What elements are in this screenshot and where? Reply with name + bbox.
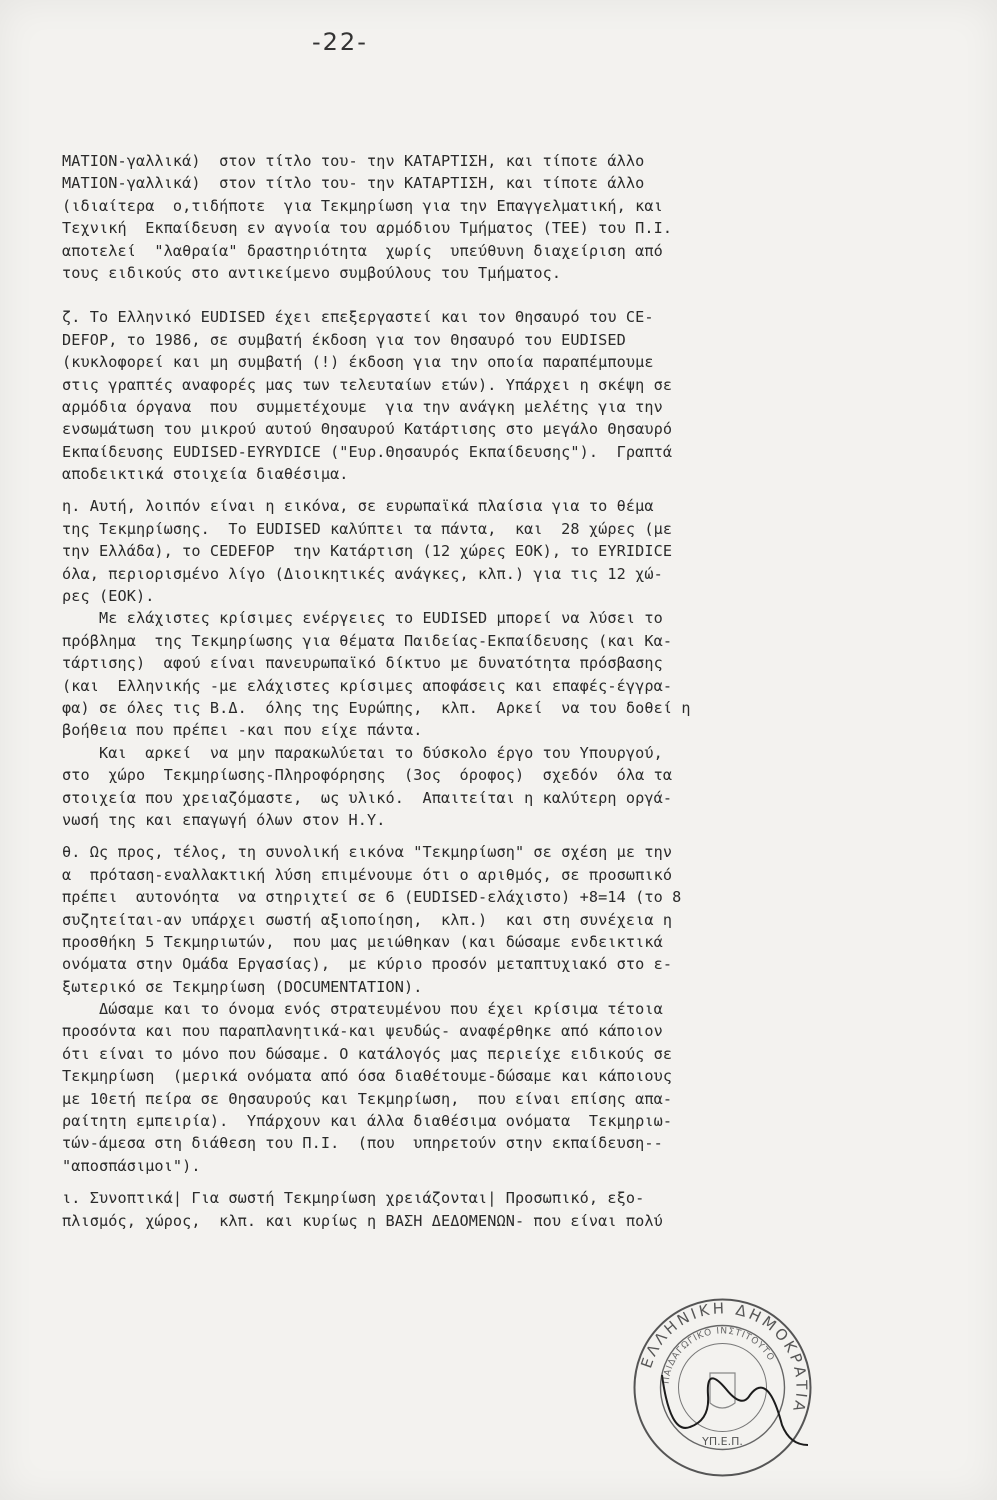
paragraph — [62, 150, 922, 284]
official-stamp — [630, 1295, 815, 1480]
text-line: MATION-γαλλικά) στον τίτλο του- την ΚΑΤΑΡΤΙΣΗ, και τίποτε άλλο — [62, 174, 645, 193]
stamp-mid-ring — [661, 1326, 785, 1450]
text-line: αρμόδια όργανα που συμμετέχουμε για την ανάγκη μελέτης για την — [62, 397, 663, 416]
text-line: της Τεκμηρίωσης. Το EUDISED καλύπτει τα πάντα, και 28 χώρες (με — [62, 519, 673, 538]
text-line: στις γραπτές αναφορές μας των τελευταίων ετών). Υπάρχει η σκέψη σε — [62, 375, 673, 394]
document-body — [62, 150, 922, 1232]
text-line: (κυκλοφορεί και μη συμβατή (!) έκδοση για την οποία παραπέμπουμε — [62, 353, 654, 372]
stamp-outer-text: ΕΛΛΗΝΙΚΗ ΔΗΜΟΚΡΑΤΙΑ — [637, 1299, 811, 1417]
text-line: Δώσαμε και το όνομα ενός στρατευμένου που έχει κρίσιμα τέτοια — [62, 1000, 663, 1019]
text-line: βοήθεια που πρέπει -και που είχε πάντα. — [62, 721, 423, 740]
text-line: τάρτισης) αφού είναι πανευρωπαϊκό δίκτυο με δυνατότητα πρόσβασης — [62, 654, 663, 673]
page-number: -22- — [312, 28, 368, 56]
text-line: Με ελάχιστες κρίσιμες ενέργειες το EUDISED μπορεί να λύσει το — [62, 609, 663, 628]
paragraph-gap — [62, 1177, 922, 1187]
text-line: όλα, περιορισμένο λίγο (Διοικητικές ανάγκες, κλπ.) για τις 12 χώ- — [62, 564, 663, 583]
text-line: στοιχεία που χρειαζόμαστε, ως υλικό. Απαιτείται η καλύτερη οργά- — [62, 788, 673, 807]
paragraph — [62, 998, 922, 1177]
text-line: θ. Ως προς, τέλος, τη συνολική εικόνα "Τεκμηρίωση" σε σχέση με την — [62, 843, 673, 862]
text-line: ονόματα στην Ομάδα Εργασίας), με κύριο προσόν μεταπτυχιακό στο ε- — [62, 955, 673, 974]
text-line: MATION-γαλλικά) στον τίτλο του- την ΚΑΤΑΡΤΙΣΗ, και τίποτε άλλο — [62, 152, 645, 170]
text-line: α πρόταση-εναλλακτική λύση επιμένουμε ότι ο αριθμός, σε προσωπικό — [62, 865, 673, 884]
text-line: προσόντα και που παραπλανητικά-και ψευδώς- αναφέρθηκε από κάποιον — [62, 1022, 663, 1041]
text-line: την Ελλάδα), το CEDEFOP την Κατάρτιση (12 χώρες ΕΟΚ), το EYRIDICE — [62, 542, 673, 561]
text-line: πρόβλημα της Τεκμηρίωσης για θέματα Παιδείας-Εκπαίδευσης (και Κα- — [62, 631, 673, 650]
text-line: με 10ετή πείρα σε Θησαυρούς και Τεκμηρίωση, που είναι επίσης απα- — [62, 1089, 673, 1108]
paragraph — [62, 742, 922, 832]
text-line: Εκπαίδευσης EUDISED-EYRYDICE ("Ευρ.Θησαυρός Εκπαίδευσης"). Γραπτά — [62, 442, 673, 461]
text-line: ότι είναι το μόνο που δώσαμε. Ο κατάλογός μας περιείχε ειδικούς σε — [62, 1044, 673, 1063]
text-line: τών-άμεσα στη διάθεση του Π.Ι. (που υπηρετούν στην εκπαίδευση-- — [62, 1134, 663, 1153]
paragraph — [62, 607, 922, 741]
text-line: τους ειδικούς στο αντικείμενο συμβούλους του Τμήματος. — [62, 263, 562, 282]
paragraph-gap — [62, 485, 922, 495]
text-line: "αποσπάσιμοι"). — [62, 1156, 201, 1175]
text-line: (ιδιαίτερα ο,τιδήποτε για Τεκμηρίωση για την Επαγγελματική, και — [62, 196, 663, 215]
text-line: DEFOP, το 1986, σε συμβατή έκδοση για τον Θησαυρό του EUDISED — [62, 330, 626, 349]
text-line: ζ. Το Ελληνικό EUDISED έχει επεξεργαστεί και τον Θησαυρό του CE- — [62, 308, 654, 327]
text-line: προσθήκη 5 Τεκμηριωτών, που μας μειώθηκαν (και δώσαμε ενδεικτικά — [62, 932, 663, 951]
stamp-bottom-text: ΥΠ.Ε.Π. — [702, 1435, 743, 1448]
paragraph-gap — [62, 831, 922, 841]
text-line: ρες (ΕΟΚ). — [62, 587, 155, 606]
paragraph-gap — [62, 284, 922, 306]
stamp-inner-text: ΠΑΙΔΑΓΩΓΙΚΟ ΙΝΣΤΙΤΟΥΤΟ — [661, 1326, 777, 1385]
text-line: η. Αυτή, λοιπόν είναι η εικόνα, σε ευρωπαϊκά πλαίσια για το θέμα — [62, 497, 654, 516]
text-line: συζητείται-αν υπάρχει σωστή αξιοποίηση, κλπ.) και στη συνέχεια η — [62, 910, 673, 929]
paragraph — [62, 306, 922, 485]
text-line: ξωτερικό σε Τεκμηρίωση (DOCUMENTATION). — [62, 977, 423, 996]
text-line: πλισμός, χώρος, κλπ. και κυρίως η ΒΑΣΗ ΔΕΔΟΜΕΝΩΝ- που είναι πολύ — [62, 1211, 663, 1230]
text-line: αποδεικτικά στοιχεία διαθέσιμα. — [62, 465, 349, 484]
text-line: ραίτητη εμπειρία). Υπάρχουν και άλλα διαθέσιμα ονόματα Τεκμηριω- — [62, 1112, 673, 1131]
text-line: (και Ελληνικής -με ελάχιστες κρίσιμες αποφάσεις και επαφές-έγγρα- — [62, 676, 673, 695]
text-line: Και αρκεί να μην παρακωλύεται το δύσκολο έργο του Υπουργού, — [62, 743, 663, 762]
text-line: ι. Συνοπτικά| Για σωστή Τεκμηρίωση χρειάζονται| Προσωπικό, εξο- — [62, 1189, 645, 1208]
text-line: πρέπει αυτονόητα να στηριχτεί σε 6 (EUDISED-ελάχιστο) +8=14 (το 8 — [62, 888, 682, 907]
paragraph — [62, 841, 922, 998]
text-line: ενσωμάτωση του μικρού αυτού Θησαυρού Κατάρτισης στο μεγάλο Θησαυρό — [62, 420, 673, 439]
paragraph — [62, 1187, 922, 1232]
text-line: νωσή της και επαγωγή όλων στον Η.Υ. — [62, 810, 386, 829]
text-line: στο χώρο Τεκμηρίωσης-Πληροφόρησης (3ος όροφος) σχεδόν όλα τα — [62, 766, 673, 785]
text-line: Τεχνική Εκπαίδευση εν αγνοία του αρμόδιου Τμήματος (ΤΕΕ) του Π.Ι. — [62, 219, 673, 238]
paragraph — [62, 495, 922, 607]
text-line: φα) σε όλες τις Β.Δ. όλης της Ευρώπης, κλπ. Αρκεί να του δοθεί η — [62, 698, 691, 717]
text-line: Τεκμηρίωση (μερικά ονόματα από όσα διαθέτουμε-δώσαμε και κάποιους — [62, 1067, 673, 1086]
text-line: αποτελεί "λαθραία" δραστηριότητα χωρίς υπεύθυνη διαχείριση από — [62, 241, 663, 260]
stamp-inner-ring — [679, 1344, 767, 1432]
